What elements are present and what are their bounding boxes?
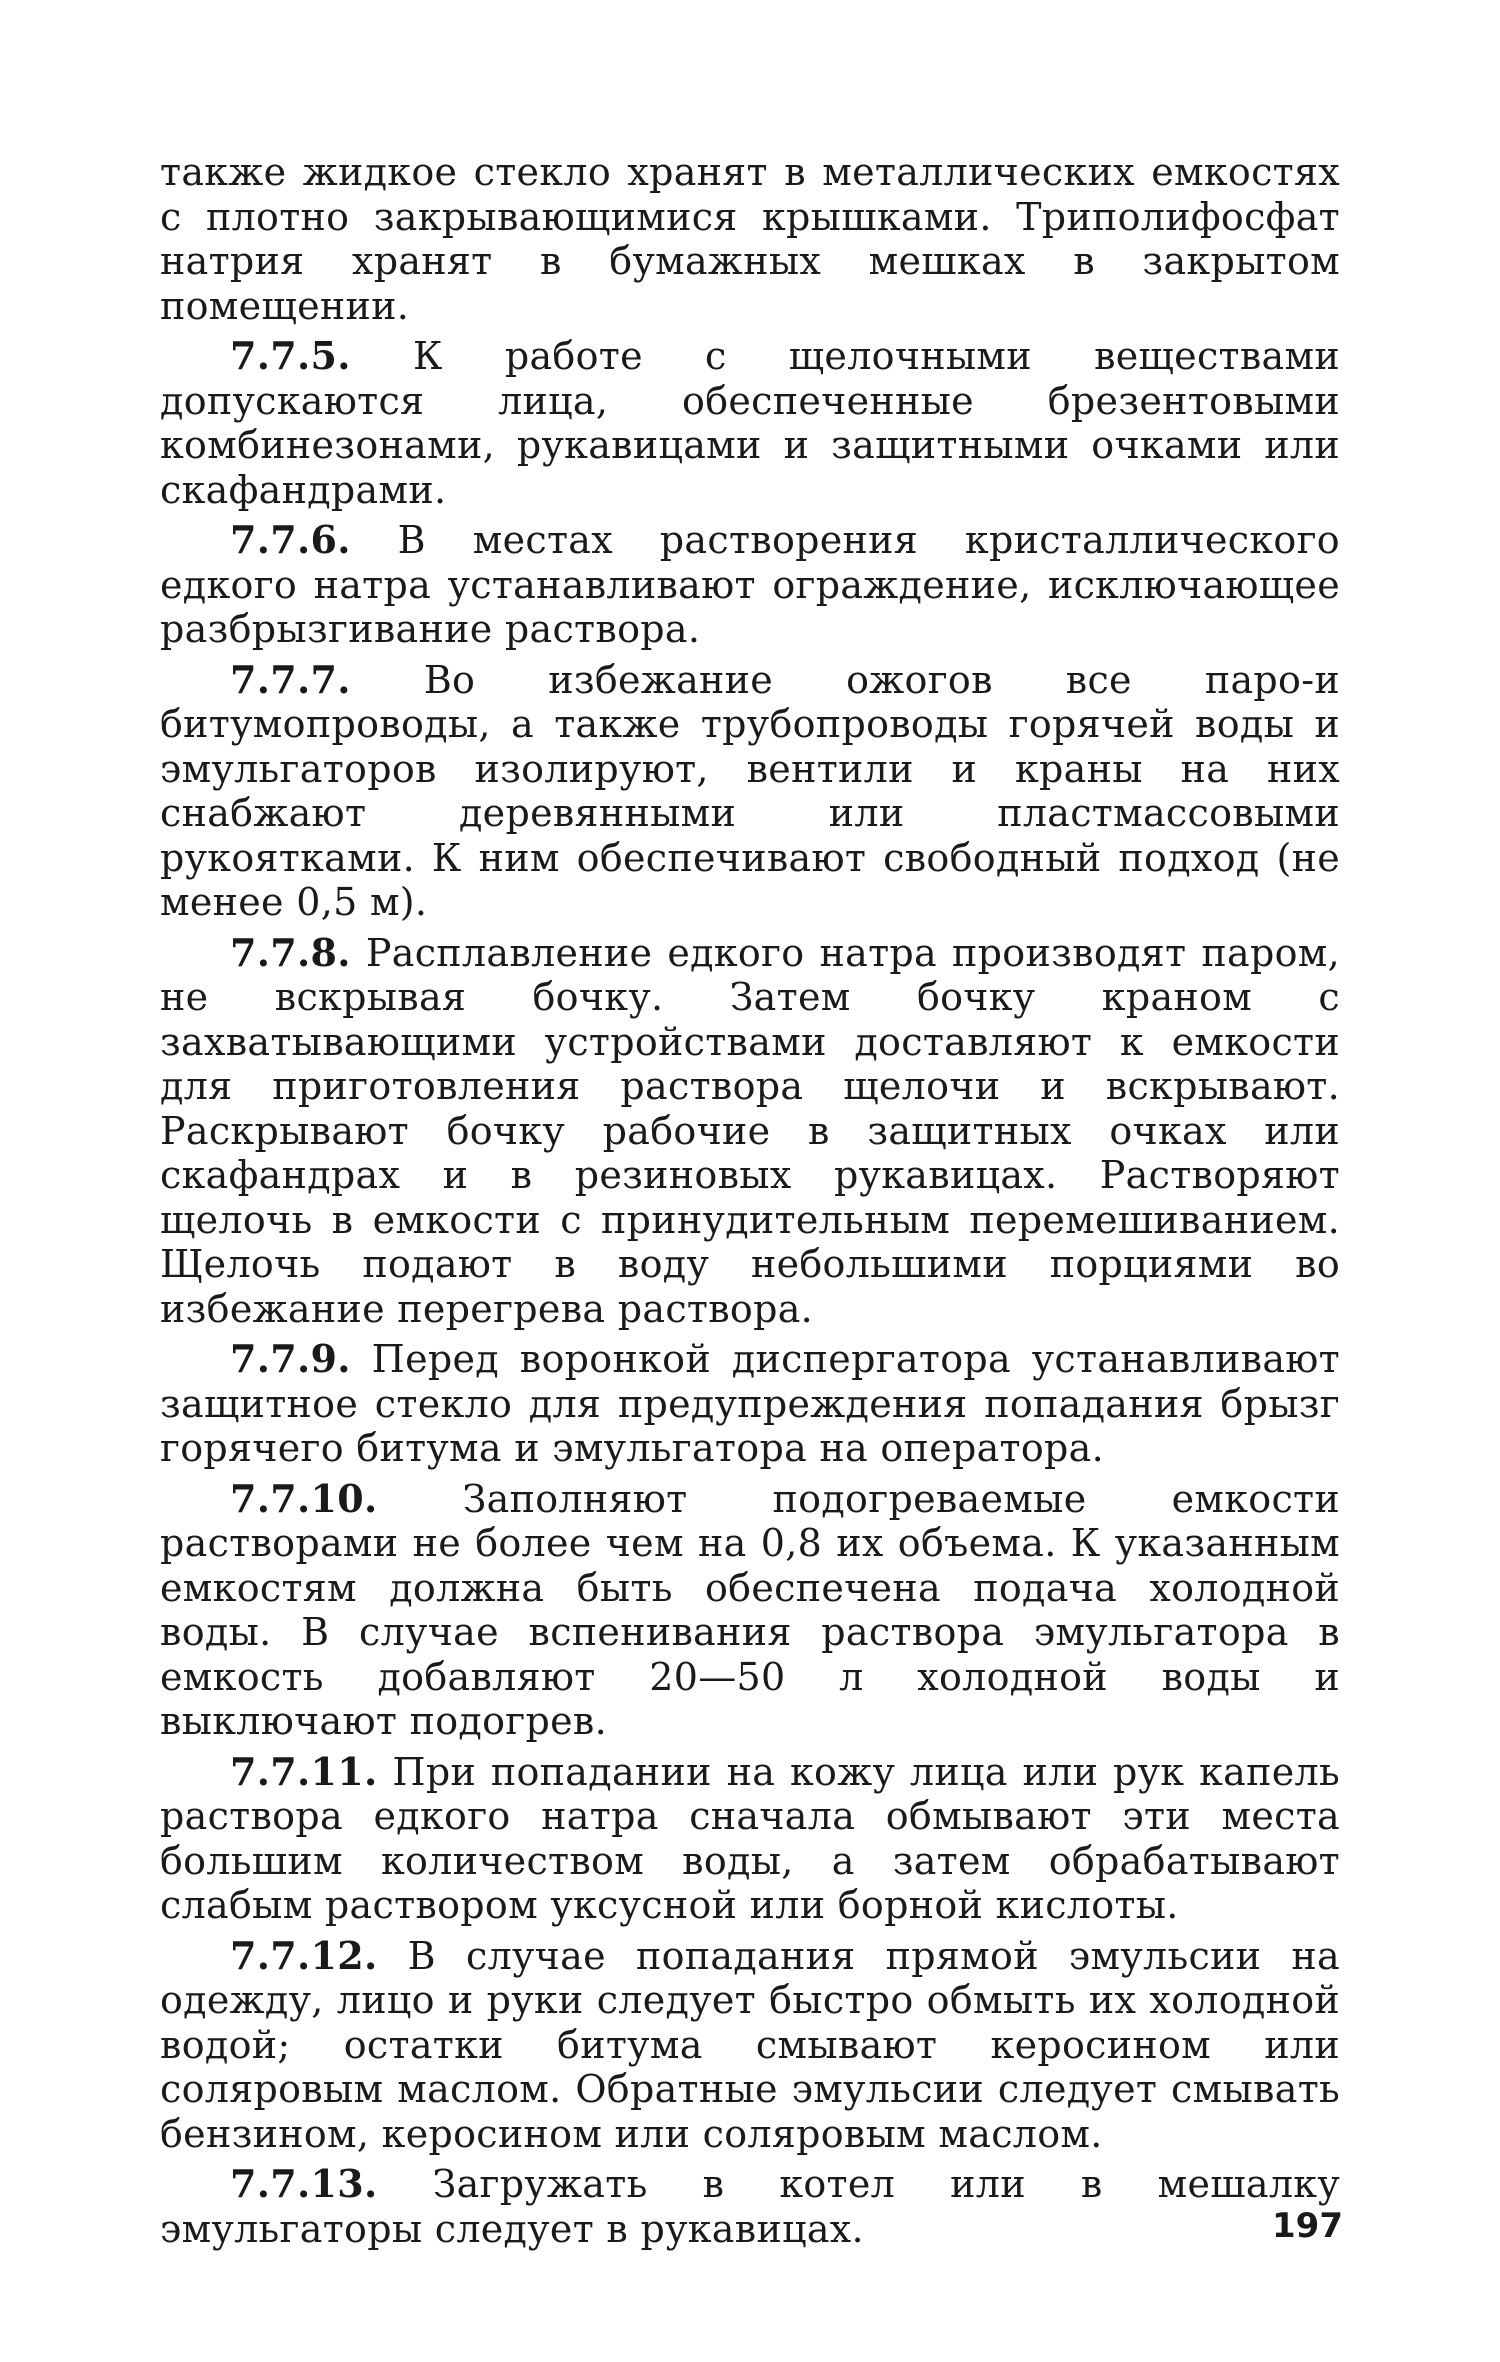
section-number: 7.7.10. xyxy=(230,1475,378,1521)
section-number: 7.7.5. xyxy=(230,333,351,378)
section-text: Перед воронкой диспергатора устанавливают защитное стекло для предупреждения попадания брызг горячего битума и эмульгатора на оператора. xyxy=(160,1337,1340,1470)
section-number: 7.7.12. xyxy=(230,1932,378,1978)
section-number: 7.7.11. xyxy=(230,1748,378,1794)
section-number: 7.7.6. xyxy=(230,517,351,562)
section-7-7-6 xyxy=(160,518,1340,652)
page-body xyxy=(160,150,1340,2251)
section-7-7-8 xyxy=(160,931,1340,1332)
section-number: 7.7.7. xyxy=(230,656,351,702)
section-7-7-5 xyxy=(160,334,1340,512)
section-7-7-10 xyxy=(160,1477,1340,1744)
page-number: 197 xyxy=(1272,2206,1343,2246)
intro-paragraph: также жидкое стекло хранят в металлических емкостях с плотно закрывающимися крышками. Триполифосфат натрия хранят в бумажных мешках в закрытом помещении. xyxy=(160,150,1340,328)
section-7-7-13 xyxy=(160,2162,1340,2251)
section-text: Во избежание ожогов все паро-и битумопроводы, а также трубопроводы горячей воды и эмульгаторов изолируют, вентили и краны на них снабжают деревянными или пластмассовыми рукоятками. К ним обеспечивают свободный подход (не менее 0,5 м). xyxy=(160,657,1340,924)
section-7-7-11 xyxy=(160,1750,1340,1928)
section-7-7-9 xyxy=(160,1337,1340,1471)
section-text: Расплавление едкого натра производят паром, не вскрывая бочку. Затем бочку краном с захватывающими устройствами доставляют к емкости для приготовления раствора щелочи и вскрывают. Раскрывают бочку рабочие в защитных очках или скафандрах и в резиновых рукавицах. Растворяют щелочь в емкости с принудительным перемешиванием. Щелочь подают в воду небольшими порциями во избежание перегрева раствора. xyxy=(160,930,1340,1331)
section-7-7-7 xyxy=(160,658,1340,925)
section-7-7-12 xyxy=(160,1934,1340,2157)
section-text: Заполняют подогреваемые емкости растворами не более чем на 0,8 их объема. К указанным емкостям должна быть обеспечена подача холодной воды. В случае вспенивания раствора эмульгатора в емкость добавляют 20—50 л холодной воды и выключают подогрев. xyxy=(160,1476,1340,1743)
section-text: К работе с щелочными веществами допускаются лица, обеспеченные брезентовыми комбинезонами, рукавицами и защитными очками или скафандрами. xyxy=(160,334,1341,512)
section-text: При попадании на кожу лица или рук капель раствора едкого натра сначала обмывают эти места большим количеством воды, а затем обрабатывают слабым раствором уксусной или борной кислоты. xyxy=(160,1749,1340,1927)
section-text: Загружать в котел или в мешалку эмульгаторы следует в рукавицах. xyxy=(160,2162,1340,2251)
section-number: 7.7.13. xyxy=(230,2161,378,2206)
section-text: В случае попадания прямой эмульсии на одежду, лицо и руки следует быстро обмыть их холодной водой; остатки битума смывают керосином или соляровым маслом. Обратные эмульсии следует смывать бензином, керосином или соляровым маслом. xyxy=(160,1933,1340,2156)
section-number: 7.7.8. xyxy=(230,929,351,975)
section-text: В местах растворения кристаллического едкого натра устанавливают ограждение, исключающее разбрызгивание раствора. xyxy=(160,518,1340,651)
section-number: 7.7.9. xyxy=(230,1336,351,1381)
